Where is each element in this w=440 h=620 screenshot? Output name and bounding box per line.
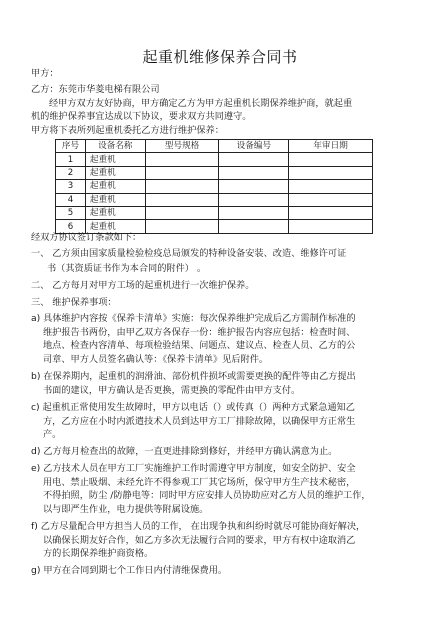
clauses-intro: 经双方协议签订条款如下： bbox=[31, 232, 142, 243]
table-row bbox=[56, 206, 373, 219]
table-cell bbox=[219, 206, 289, 219]
column-header: 型号规格 bbox=[145, 140, 219, 153]
table-cell: 6 bbox=[56, 220, 86, 233]
table-cell bbox=[145, 193, 219, 206]
table-cell: 起重机 bbox=[85, 220, 145, 233]
table-cell: 起重机 bbox=[85, 153, 145, 166]
item-c-line: c) 起重机正常使用发生故障时，甲方以电话（）或传真（）两种方式紧急通知乙 bbox=[31, 402, 355, 413]
table-cell bbox=[289, 193, 373, 206]
table-cell bbox=[219, 153, 289, 166]
clause-1-line: 一、 乙方须由国家质量检验检疫总局颁发的特种设备安装、改造、维修许可证 bbox=[31, 248, 347, 259]
item-c-line: 方，乙方应在小时内派遣技术人员到达甲方工厂排除故障，以确保甲方正常生 bbox=[43, 416, 356, 427]
item-d-line: d) 乙方每月检查出的故障，一直更进排除到修好，并经甲方确认满意为止。 bbox=[31, 446, 338, 457]
column-header: 序号 bbox=[56, 140, 86, 153]
item-f-line: f) 乙方尽量配合甲方担当人员的工作， 在出现争执和纠纷时就尽可能协商好解决， bbox=[31, 521, 366, 532]
clause-3-line: 三、 维护保养事项： bbox=[31, 297, 117, 308]
clause-2-line: 二、 乙方每月对甲方工场的起重机进行一次维护保养。 bbox=[31, 280, 255, 291]
item-e-line: 以与即严生作业，电力提供等附属设施。 bbox=[43, 504, 209, 515]
table-cell bbox=[289, 180, 373, 193]
table-cell bbox=[219, 193, 289, 206]
table-cell: 4 bbox=[56, 193, 86, 206]
table-row bbox=[56, 153, 373, 166]
table-cell bbox=[289, 206, 373, 219]
equipment-table bbox=[55, 139, 373, 234]
table-cell: 起重机 bbox=[85, 193, 145, 206]
item-f-line: 方的长期保养维护商资格。 bbox=[43, 548, 154, 559]
column-header: 设备编号 bbox=[219, 140, 289, 153]
item-e-line: 不得拍照，防尘 /防静电等：同时甲方应安排人员协助应对乙方人员的维护工作， bbox=[43, 490, 371, 501]
table-cell bbox=[289, 153, 373, 166]
item-a-line: 维护报告书两份，由甲乙双方各保存一份：维护报告内容应包括：检查时间、 bbox=[43, 327, 356, 338]
table-row bbox=[56, 180, 373, 193]
table-cell: 起重机 bbox=[85, 206, 145, 219]
document-title: 起重机维修保养合同书 bbox=[142, 48, 298, 66]
table-cell bbox=[289, 166, 373, 179]
table-cell: 3 bbox=[56, 180, 86, 193]
intro-line: 经甲方双方友好协商，甲方确定乙方为甲方起重机长期保养维护商，就起重 bbox=[49, 98, 353, 109]
intro-line: 甲方将下表所列起重机委托乙方进行维护保养： bbox=[31, 125, 224, 136]
table-cell bbox=[219, 180, 289, 193]
item-g-line: g) 甲方在合同到期七个工作日内付清维保费用。 bbox=[31, 565, 228, 576]
table-row bbox=[56, 193, 373, 206]
item-e-line: e) 乙方技术人员在甲方工厂实施维护工作时需遵守甲方制度，如安全防护、安全 bbox=[31, 463, 356, 474]
table-cell: 1 bbox=[56, 153, 86, 166]
column-header: 年审日期 bbox=[289, 140, 373, 153]
item-f-line: 以确保长期友好合作，如乙方多次无法履行合同的要求，甲方有权中途取消乙 bbox=[43, 535, 356, 546]
table-cell bbox=[219, 166, 289, 179]
item-a-line: 地点、检查内容清单、每项检验结果、问题点、建议点、检查人员、乙方的公 bbox=[43, 340, 356, 351]
intro-line: 机的维护保养事宜达成以下协议，要求双方共同遵守。 bbox=[31, 111, 252, 122]
table-cell bbox=[219, 220, 289, 233]
table-cell bbox=[145, 153, 219, 166]
table-cell: 2 bbox=[56, 166, 86, 179]
item-b-line: b) 在保养期内，起重机的润滑油、部份机件损坏或需要更换的配件等由乙方提出 bbox=[31, 371, 356, 382]
table-cell bbox=[145, 180, 219, 193]
table-cell bbox=[145, 206, 219, 219]
item-b-line: 书面的建议，甲方确认是否更换，需更换的零配件由甲方支付。 bbox=[43, 385, 301, 396]
party-a-line: 甲方： bbox=[31, 68, 59, 79]
table-cell bbox=[145, 166, 219, 179]
table-cell bbox=[145, 220, 219, 233]
table-header-row bbox=[56, 140, 373, 153]
item-a-line: 司章、甲方人员签名确认等：《保养卡清单》见后附件。 bbox=[43, 354, 269, 365]
table-cell: 5 bbox=[56, 206, 86, 219]
item-a-line: a) 具体维护内容按《保养卡清单》实施：每次保养维护完成后乙方需制作标准的 bbox=[31, 313, 356, 324]
item-e-line: 用电、禁止吸烟、未经允许不得参观工厂其它场所，保守甲方生产技术秘密， bbox=[43, 477, 356, 488]
item-c-line: 产。 bbox=[43, 429, 62, 440]
table-row bbox=[56, 166, 373, 179]
party-b-line: 乙方：东莞市华菱电梯有限公司 bbox=[31, 84, 160, 95]
table-cell: 起重机 bbox=[85, 180, 145, 193]
table-cell bbox=[289, 220, 373, 233]
clause-1-line: 书（其资质证书作为本合同的附件） 。 bbox=[47, 263, 207, 274]
table-cell: 起重机 bbox=[85, 166, 145, 179]
column-header: 设备名称 bbox=[85, 140, 145, 153]
